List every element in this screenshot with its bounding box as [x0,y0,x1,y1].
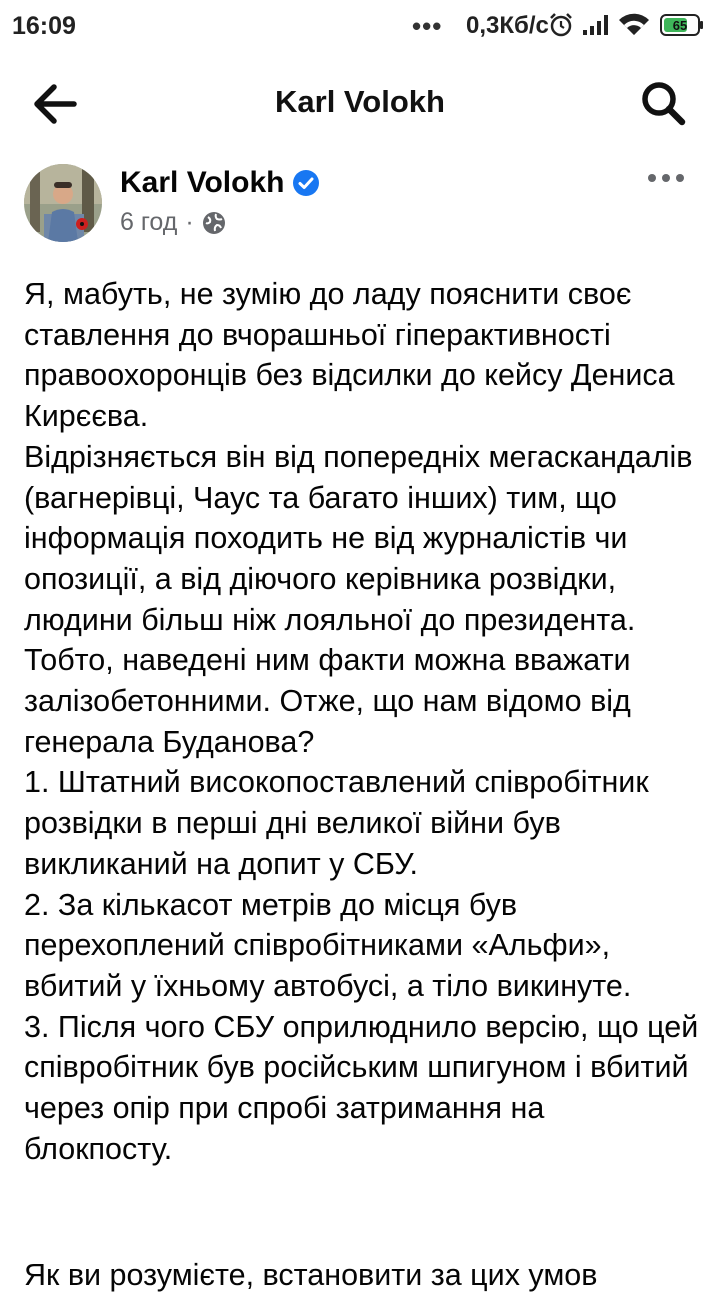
verified-badge-icon [292,169,320,197]
meta-separator: · [185,208,194,236]
network-speed: 0,3Кб/с [466,12,549,39]
more-horizontal-icon [646,168,686,188]
page-title: Karl Volokh [275,84,445,119]
post-paragraph: Відрізняється він від попередніх мегаскандалів (вагнерівці, Чаус та багато інших) тим, що інформація походить не від журналістів чи опозиції, а від діючого керівника розвідки, людини більш ніж лояльної до президента. Тобто, наведені ним факти можна вважати залізобетонними. Отже, що нам відомо від генерала Буданова? [24,439,701,759]
search-button[interactable] [636,76,692,132]
search-icon [636,76,692,132]
post-meta [120,208,226,237]
alarm-icon [548,12,574,38]
post-author [120,164,320,202]
post-paragraph: 1. Штатний високопоставлений співробітник розвідки в перші дні великої війни був викликаний на допит у СБУ. [24,765,658,881]
wifi-icon [618,13,650,37]
more-options-button[interactable] [646,168,686,188]
post-paragraph-cutoff: Як ви розумієте, встановити за цих умов [24,1258,598,1292]
avatar[interactable] [24,164,102,242]
battery-icon [660,14,704,36]
status-time: 16:09 [12,12,76,40]
notification-dots: ••• [412,11,443,41]
top-app-bar [0,62,720,142]
post-paragraph: 3. Після чого СБУ оприлюднило версію, що цей співробітник був російським шпигуном і вбитий через опір при спробі затримання на блокпосту. [24,1009,707,1166]
status-bar [0,0,720,52]
battery-level: 65 [672,18,688,33]
globe-icon [202,211,226,235]
signal-icon [582,14,610,36]
post-text [24,274,707,1169]
author-name[interactable]: Karl Volokh [120,166,285,199]
post-paragraph: Я, мабуть, не зумію до ладу пояснити своє ставлення до вчорашньої гіперактивності правоохоронців без відсилки до кейсу Дениса Кирєєва. [24,277,684,434]
post-paragraph: 2. За кількасот метрів до місця був перехоплений співробітниками «Альфи», вбитий у їхньому автобусі, а тіло викинуте. [24,887,632,1003]
post-time[interactable]: 6 год [120,208,178,236]
